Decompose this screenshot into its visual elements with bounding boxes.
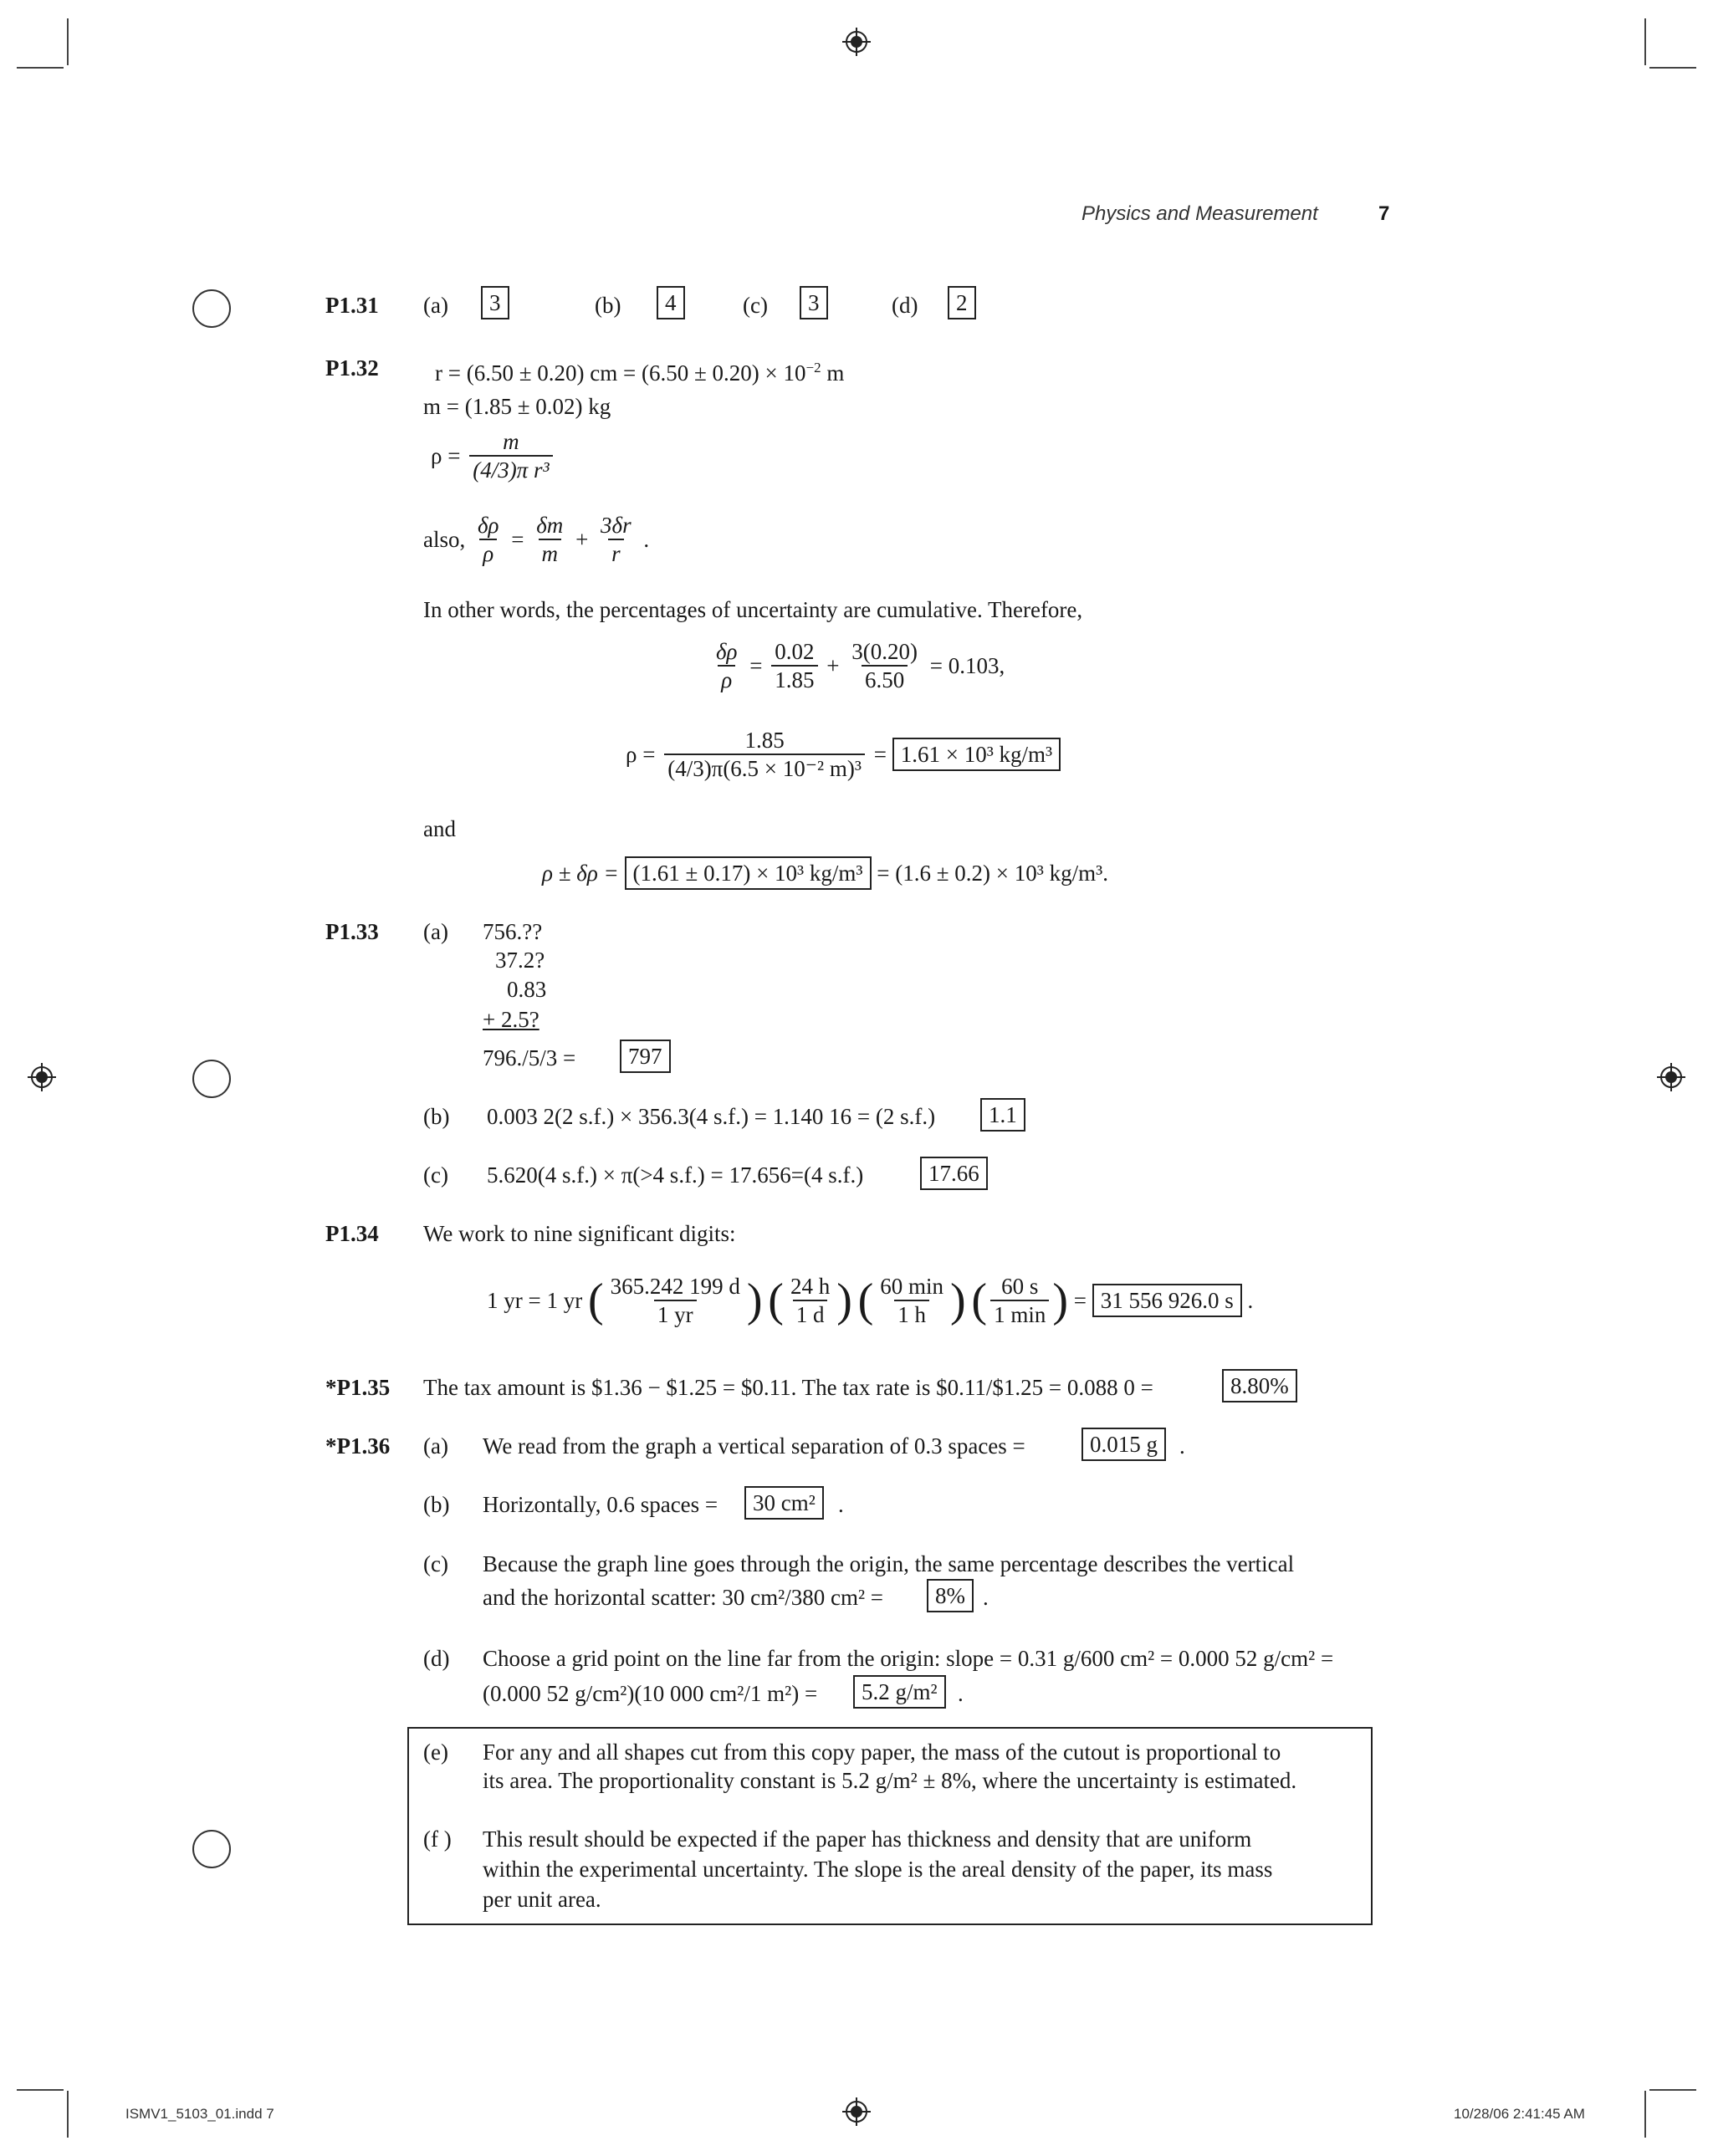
unit-text: m: [821, 360, 845, 386]
paren: ): [950, 1275, 966, 1326]
paren: (: [768, 1275, 784, 1326]
paragraph: per unit area.: [483, 1887, 601, 1912]
denominator: (4/3)π(6.5 × 10⁻² m)³: [664, 754, 865, 782]
crop-mark: [1644, 2091, 1646, 2138]
sum-result: 796./5/3 =: [483, 1045, 576, 1070]
paren: ): [836, 1275, 852, 1326]
punch-hole: [192, 1060, 231, 1098]
registration-mark-icon: [842, 2097, 871, 2126]
numerator: 3δr: [601, 513, 632, 538]
answer-box: 797: [620, 1040, 671, 1073]
numerator: 1.85: [744, 728, 785, 753]
period: .: [838, 1492, 844, 1517]
part-label: (c): [743, 293, 768, 318]
answer-box: 0.015 g: [1081, 1428, 1166, 1461]
crop-mark: [17, 2089, 64, 2091]
rho-equals: ρ =: [431, 443, 461, 468]
problem-label: *P1.35: [325, 1375, 391, 1400]
paragraph: its area. The proportionality constant is 5.2 g/m² ± 8%, where the uncertainty is estimated.: [483, 1768, 1297, 1793]
operator: +: [575, 527, 589, 552]
equation-block: [423, 512, 649, 567]
paragraph: within the experimental uncertainty. The slope is the areal density of the paper, its mass: [483, 1857, 1273, 1882]
paren: (: [587, 1275, 604, 1326]
paragraph: The tax amount is $1.36 − $1.25 = $0.11. The tax rate is $0.11/$1.25 = 0.088 0 =: [423, 1375, 1153, 1400]
answer-box: 30 cm²: [744, 1486, 824, 1520]
period: .: [643, 527, 650, 552]
crop-mark: [67, 2091, 69, 2138]
crop-mark: [1644, 18, 1646, 65]
operator: +: [826, 653, 840, 678]
numerator: m: [503, 429, 519, 454]
fraction: [877, 1273, 947, 1328]
equation-block: [487, 1273, 1253, 1328]
rho-equals: ρ =: [626, 742, 656, 767]
paragraph: and the horizontal scatter: 30 cm²/380 cm² =: [483, 1585, 884, 1610]
part-label: (a): [423, 919, 448, 944]
numerator: δρ: [478, 513, 499, 538]
denominator: 6.50: [862, 665, 908, 693]
punch-hole: [192, 289, 231, 328]
denominator: (4/3)π r³: [469, 455, 552, 483]
denominator: 1 h: [894, 1300, 929, 1328]
fraction: [787, 1273, 833, 1328]
denominator: r: [608, 539, 624, 567]
paragraph: We read from the graph a vertical separation of 0.3 spaces =: [483, 1433, 1025, 1459]
period: .: [958, 1681, 964, 1706]
answer-box: 3: [481, 286, 509, 319]
part-label: (d): [423, 1646, 450, 1671]
exponent: −2: [805, 360, 821, 376]
running-header: Physics and Measurement: [1081, 202, 1318, 225]
answer-box: 8.80%: [1222, 1369, 1297, 1402]
period: .: [1247, 1288, 1254, 1313]
answer-box: 5.2 g/m²: [853, 1675, 946, 1709]
fraction: [713, 638, 741, 693]
part-label: (c): [423, 1551, 448, 1576]
numerator: δm: [536, 513, 564, 538]
period: .: [983, 1585, 989, 1610]
answer-box: 31 556 926.0 s: [1092, 1284, 1242, 1317]
numerator: 24 h: [790, 1274, 831, 1299]
denominator: 1 d: [793, 1300, 828, 1328]
answer-box: 2: [948, 286, 976, 319]
problem-label: P1.32: [325, 355, 379, 381]
sum-line: 756.??: [483, 919, 543, 944]
calculation-text: 5.620(4 s.f.) × π(>4 s.f.) = 17.656=(4 s.f.): [487, 1162, 864, 1188]
fraction: [533, 512, 566, 567]
crop-mark: [67, 18, 69, 65]
also-text: also,: [423, 527, 466, 552]
paren: (: [857, 1275, 874, 1326]
numerator: 60 min: [880, 1274, 944, 1299]
fraction: [469, 428, 552, 483]
sum-line: 0.83: [507, 977, 547, 1002]
operator: =: [1073, 1288, 1087, 1313]
numerator: 3(0.20): [851, 639, 918, 664]
fraction: [597, 512, 635, 567]
equation-block: [431, 428, 556, 483]
numerator: 0.02: [775, 639, 815, 664]
paragraph: This result should be expected if the paper has thickness and density that are uniform: [483, 1826, 1252, 1852]
denominator: 1 yr: [654, 1300, 697, 1328]
rhs: = (1.6 ± 0.2) × 10³ kg/m³.: [877, 861, 1108, 886]
problem-label: P1.34: [325, 1221, 379, 1246]
fraction: [664, 727, 865, 782]
connector-text: and: [423, 816, 456, 841]
numerator: 60 s: [1001, 1274, 1039, 1299]
answer-box: 8%: [927, 1579, 974, 1612]
fraction: [848, 638, 921, 693]
footer-timestamp: 10/28/06 2:41:45 AM: [1454, 2106, 1585, 2122]
page-number: 7: [1378, 202, 1390, 225]
equation-line: [435, 354, 844, 387]
paragraph: Choose a grid point on the line far from the origin: slope = 0.31 g/600 cm² = 0.000 52 g/cm² =: [483, 1646, 1334, 1671]
paragraph: For any and all shapes cut from this copy paper, the mass of the cutout is proportional to: [483, 1740, 1281, 1765]
paren: ): [1052, 1275, 1068, 1326]
operator: =: [873, 742, 887, 767]
part-label: (e): [423, 1740, 448, 1765]
registration-mark-icon: [842, 28, 871, 56]
part-label: (b): [423, 1492, 450, 1517]
problem-label: P1.33: [325, 919, 379, 944]
answer-box: 3: [800, 286, 828, 319]
equation-line: m = (1.85 ± 0.02) kg: [423, 394, 611, 419]
registration-mark-icon: [1657, 1063, 1685, 1091]
part-label: (a): [423, 293, 448, 318]
denominator: ρ: [479, 539, 497, 567]
problem-label: *P1.36: [325, 1433, 391, 1459]
crop-mark: [1649, 2089, 1696, 2091]
footer-filename: ISMV1_5103_01.indd 7: [125, 2106, 274, 2122]
part-label: (f ): [423, 1826, 452, 1852]
denominator: m: [539, 539, 562, 567]
denominator: ρ: [718, 665, 735, 693]
paragraph: We work to nine significant digits:: [423, 1221, 736, 1246]
result: = 0.103,: [929, 653, 1005, 678]
lhs: ρ ± δρ =: [542, 861, 619, 886]
fraction: [607, 1273, 744, 1328]
answer-box: 1.61 × 10³ kg/m³: [892, 738, 1061, 771]
problem-label: P1.31: [325, 293, 379, 318]
denominator: 1.85: [771, 665, 817, 693]
answer-box: 17.66: [920, 1157, 988, 1190]
sum-line: 37.2?: [495, 948, 545, 973]
denominator: 1 min: [990, 1300, 1049, 1328]
paren: ): [746, 1275, 763, 1326]
period: .: [1179, 1433, 1185, 1459]
fraction: [771, 638, 817, 693]
numerator: 365.242 199 d: [610, 1274, 740, 1299]
crop-mark: [1649, 67, 1696, 69]
answer-box: 4: [657, 286, 685, 319]
fraction: [474, 512, 503, 567]
answer-box: 1.1: [980, 1098, 1025, 1132]
paragraph: In other words, the percentages of uncertainty are cumulative. Therefore,: [423, 597, 1083, 622]
equation-block: [542, 856, 1108, 890]
registration-mark-icon: [28, 1063, 56, 1091]
part-label: (c): [423, 1162, 448, 1188]
paragraph: Horizontally, 0.6 spaces =: [483, 1492, 718, 1517]
paren: (: [971, 1275, 988, 1326]
answer-box: (1.61 ± 0.17) × 10³ kg/m³: [625, 856, 872, 890]
operator: =: [749, 653, 763, 678]
equation-block: [626, 727, 1061, 782]
fraction: [990, 1273, 1049, 1328]
equation-text: r = (6.50 ± 0.20) cm = (6.50 ± 0.20) × 10: [435, 360, 806, 386]
paragraph: Because the graph line goes through the origin, the same percentage describes the vertical: [483, 1551, 1295, 1576]
part-label: (d): [892, 293, 918, 318]
lhs: 1 yr = 1 yr: [487, 1288, 583, 1313]
punch-hole: [192, 1830, 231, 1868]
crop-mark: [17, 67, 64, 69]
paragraph: (0.000 52 g/cm²)(10 000 cm²/1 m²) =: [483, 1681, 818, 1706]
sum-line: + 2.5?: [483, 1007, 539, 1032]
numerator: δρ: [716, 639, 738, 664]
part-label: (b): [423, 1104, 450, 1129]
equation-block: [709, 638, 1005, 693]
calculation-text: 0.003 2(2 s.f.) × 356.3(4 s.f.) = 1.140 16 = (2 s.f.): [487, 1104, 936, 1129]
part-label: (b): [595, 293, 621, 318]
part-label: (a): [423, 1433, 448, 1459]
operator: =: [511, 527, 524, 552]
